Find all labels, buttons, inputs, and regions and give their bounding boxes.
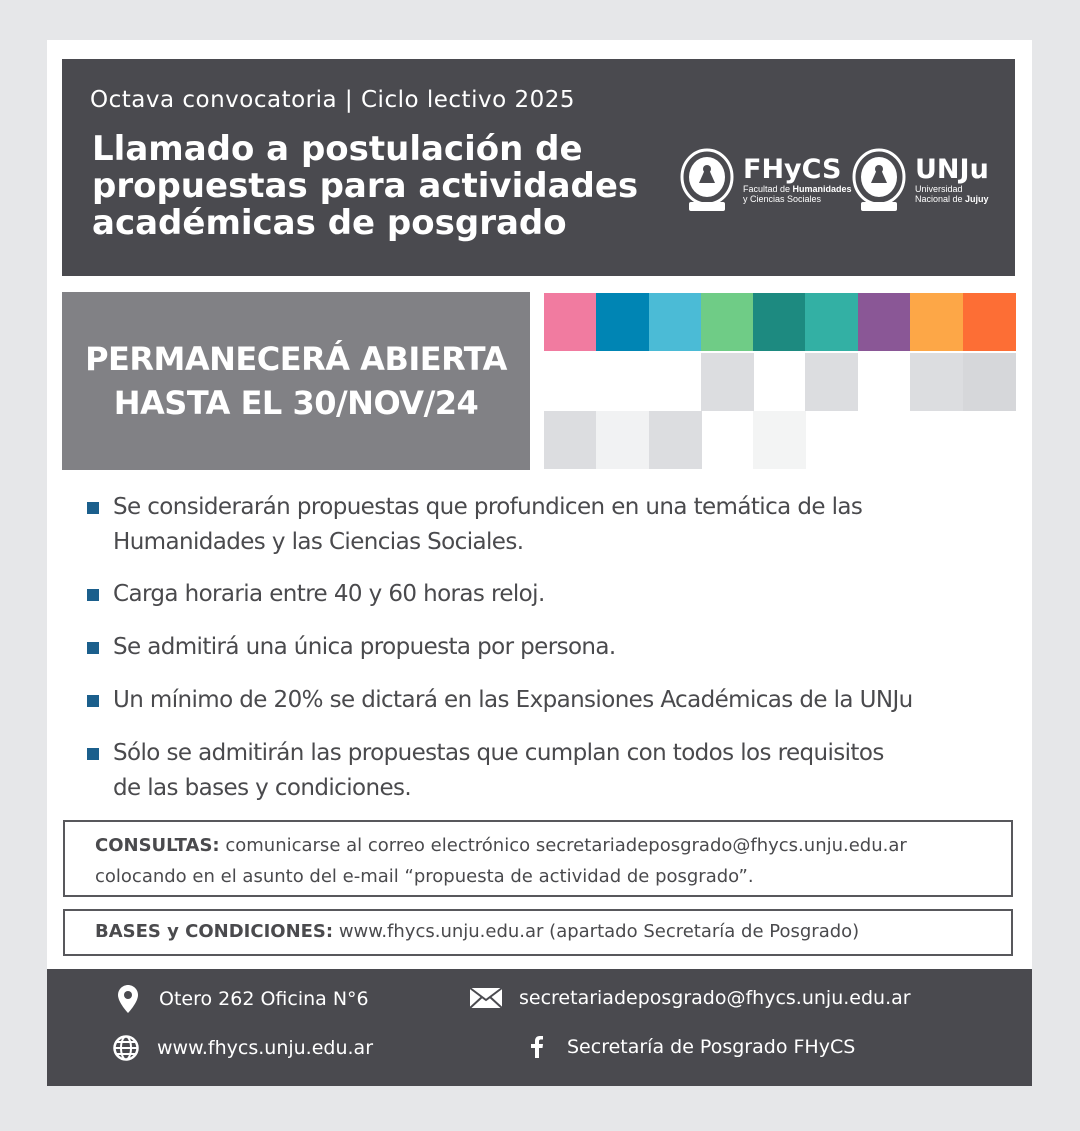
- mosaic-gray-cell: [805, 353, 858, 411]
- mosaic-color-cell: [910, 293, 963, 351]
- list-item-text: Se admitirá una única propuesta por persona.: [113, 634, 616, 660]
- mosaic-gray-cell: [910, 353, 963, 411]
- list-item-text: Humanidades y las Ciencias Sociales.: [113, 529, 524, 555]
- address-text: Otero 262 Oficina N°6: [159, 988, 369, 1010]
- mosaic-gray-cell: [701, 353, 754, 411]
- envelope-icon: [469, 983, 503, 1013]
- mosaic-color-cell: [753, 293, 806, 351]
- consultas-label: CONSULTAS:: [95, 835, 220, 856]
- fhycs-seal-icon: [679, 147, 735, 213]
- deadline-line: HASTA EL 30/NOV/24: [113, 384, 479, 422]
- facebook-link[interactable]: Secretaría de Posgrado FHyCS: [567, 1036, 856, 1058]
- fhycs-sub-line2: y Ciencias Sociales: [743, 194, 822, 204]
- square-bullet-icon: [87, 695, 99, 707]
- mosaic-color-cell: [596, 293, 649, 351]
- facebook-icon: [527, 1032, 547, 1062]
- bases-box: [63, 909, 1013, 956]
- bases-text: www.fhycs.unju.edu.ar (apartado Secretaría de Posgrado): [333, 921, 860, 942]
- fhycs-sub-prefix: Facultad de: [743, 184, 793, 194]
- mosaic-gray-cell: [963, 353, 1016, 411]
- deadline-block: [62, 292, 530, 470]
- list-item: [87, 683, 1007, 718]
- list-item-text: de las bases y condiciones.: [113, 775, 412, 801]
- header-banner: [62, 59, 1015, 276]
- location-pin-icon: [113, 984, 143, 1014]
- footer-email[interactable]: [469, 983, 911, 1013]
- list-item: [87, 630, 1007, 665]
- unju-sub-bold: Jujuy: [965, 194, 989, 204]
- consultas-box: [63, 820, 1013, 897]
- website-link[interactable]: www.fhycs.unju.edu.ar: [157, 1037, 374, 1059]
- mosaic-gray-cell: [544, 411, 597, 469]
- fhycs-logo: [679, 147, 852, 213]
- square-bullet-icon: [87, 642, 99, 654]
- list-item: [87, 736, 1007, 806]
- square-bullet-icon: [87, 748, 99, 760]
- fhycs-sub-bold: Humanidades: [792, 184, 852, 194]
- mosaic-color-cell: [805, 293, 858, 351]
- email-link[interactable]: secretariadeposgrado@fhycs.unju.edu.ar: [519, 987, 911, 1009]
- mosaic-color-cell: [544, 293, 597, 351]
- list-item-text: Sólo se admitirán las propuestas que cumplan con todos los requisitos: [113, 740, 884, 766]
- page-title: [92, 131, 672, 242]
- square-bullet-icon: [87, 589, 99, 601]
- mosaic-color-cell: [963, 293, 1016, 351]
- globe-icon: [111, 1033, 141, 1063]
- fhycs-name: FHyCS: [743, 154, 842, 185]
- title-line: propuestas para actividades: [92, 166, 639, 206]
- call-subtitle: Octava convocatoria | Ciclo lectivo 2025: [90, 87, 575, 113]
- title-line: Llamado a postulación de: [92, 129, 583, 169]
- list-item-text: Se considerarán propuestas que profundicen en una temática de las: [113, 494, 863, 520]
- mosaic-gray-cell: [753, 411, 806, 469]
- mosaic-gray-cell: [596, 411, 649, 469]
- bases-label: BASES y CONDICIONES:: [95, 921, 334, 942]
- square-bullet-icon: [87, 502, 99, 514]
- unju-seal-icon: [851, 147, 907, 213]
- unju-logo: [851, 147, 989, 213]
- consultas-text: comunicarse al correo electrónico secretariadeposgrado@fhycs.unju.edu.ar: [219, 835, 907, 856]
- color-mosaic: [544, 293, 1016, 471]
- title-line: académicas de posgrado: [92, 203, 567, 243]
- footer-website[interactable]: [111, 1033, 373, 1063]
- list-item: [87, 490, 1007, 560]
- flyer-card: [47, 40, 1032, 1086]
- unju-name: UNJu: [915, 154, 989, 185]
- footer-address: [113, 984, 369, 1014]
- unju-sub-line1: Universidad: [915, 184, 963, 194]
- list-item-text: Un mínimo de 20% se dictará en las Expansiones Académicas de la UNJu: [113, 687, 913, 713]
- deadline-line: PERMANECERÁ ABIERTA: [85, 340, 507, 378]
- footer-facebook[interactable]: [527, 1032, 855, 1062]
- footer-contact: [47, 969, 1032, 1086]
- list-item-text: Carga horaria entre 40 y 60 horas reloj.: [113, 581, 545, 607]
- list-item: [87, 577, 1007, 612]
- requirements-list: [87, 490, 1007, 806]
- mosaic-color-cell: [858, 293, 911, 351]
- mosaic-color-cell: [701, 293, 754, 351]
- mosaic-color-cell: [649, 293, 702, 351]
- mosaic-gray-cell: [649, 411, 702, 469]
- unju-sub-prefix: Nacional de: [915, 194, 966, 204]
- consultas-text: colocando en el asunto del e-mail “propuesta de actividad de posgrado”.: [95, 866, 754, 887]
